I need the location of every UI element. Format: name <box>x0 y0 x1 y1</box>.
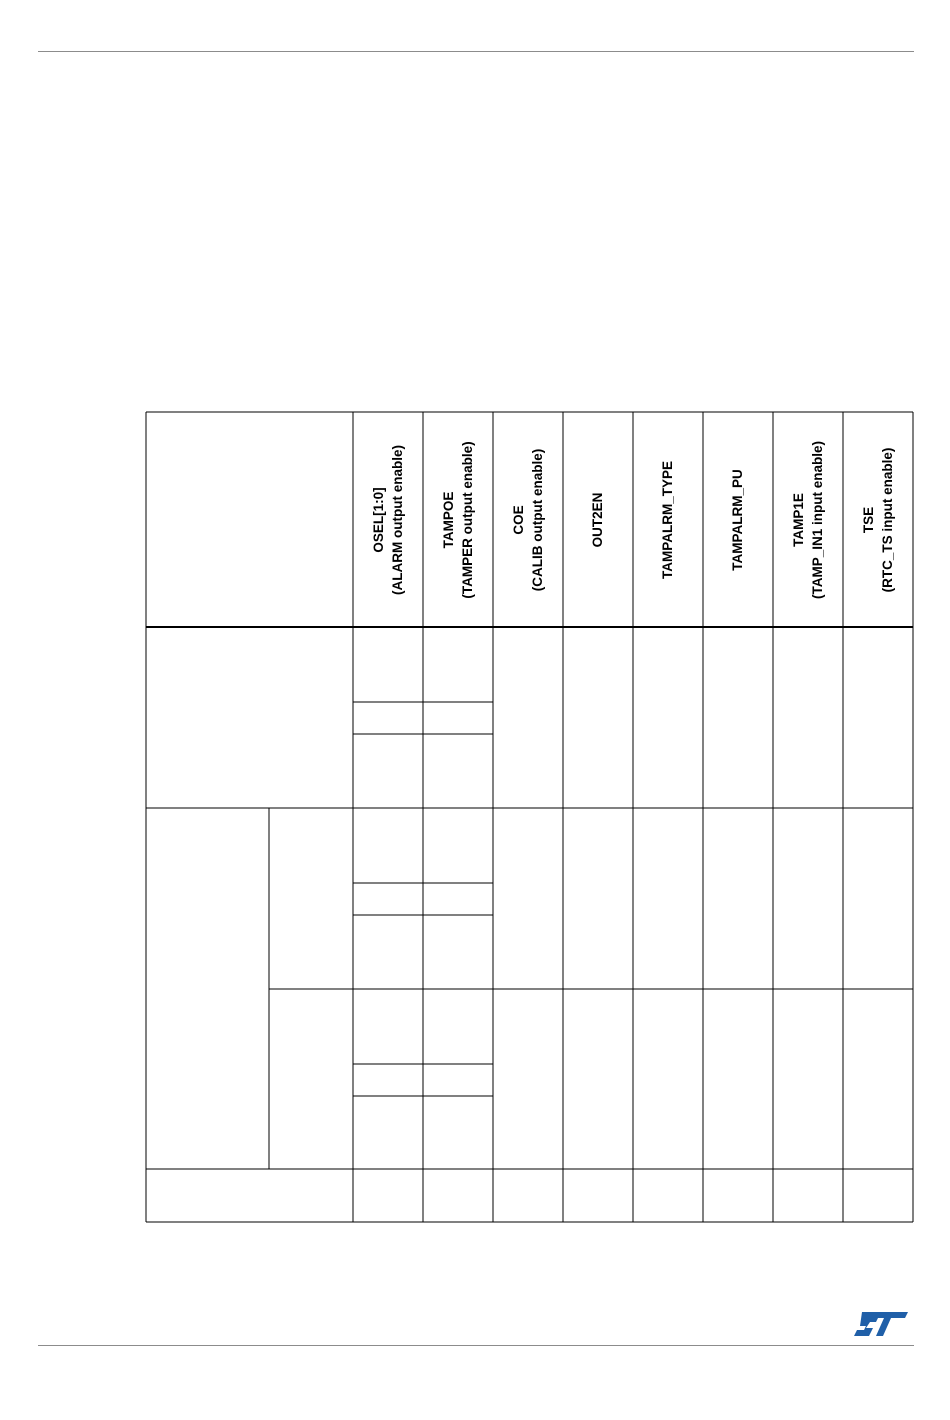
column-header-coe <box>511 449 545 591</box>
column-header-title: TAMPALRM_PU <box>730 469 745 571</box>
row-separators <box>146 808 913 1169</box>
column-header-title: TSE <box>861 506 876 534</box>
column-header-title: TAMP1E <box>791 493 806 547</box>
footer-rule <box>38 1345 914 1346</box>
column-header-subtitle: (RTC_TS input enable) <box>880 447 895 593</box>
column-header-title: TAMPALRM_TYPE <box>660 461 675 579</box>
st-logo-icon <box>852 1310 910 1338</box>
column-header-tamp1e <box>791 441 825 599</box>
column-header-osel <box>371 445 405 595</box>
column-header-tampalrm-type <box>660 461 675 579</box>
column-separators <box>269 412 843 1222</box>
column-header-tse <box>861 448 895 593</box>
logo-mark <box>854 1312 908 1336</box>
column-header-subtitle: (TAMP_IN1 input enable) <box>810 440 825 600</box>
column-header-subtitle: (CALIB output enable) <box>530 448 545 592</box>
column-header-out2en <box>590 493 605 548</box>
column-header-title: COE <box>511 505 526 535</box>
column-header-subtitle: (TAMPER output enable) <box>460 441 475 599</box>
column-header-tampalrm-pu <box>730 469 745 571</box>
column-header-subtitle: (ALARM output enable) <box>390 445 405 595</box>
column-header-title: TAMPOE <box>441 491 456 549</box>
column-header-tampoe <box>441 441 475 598</box>
column-header-title: OSEL[1:0] <box>371 487 386 553</box>
column-header-title: OUT2EN <box>590 492 605 548</box>
